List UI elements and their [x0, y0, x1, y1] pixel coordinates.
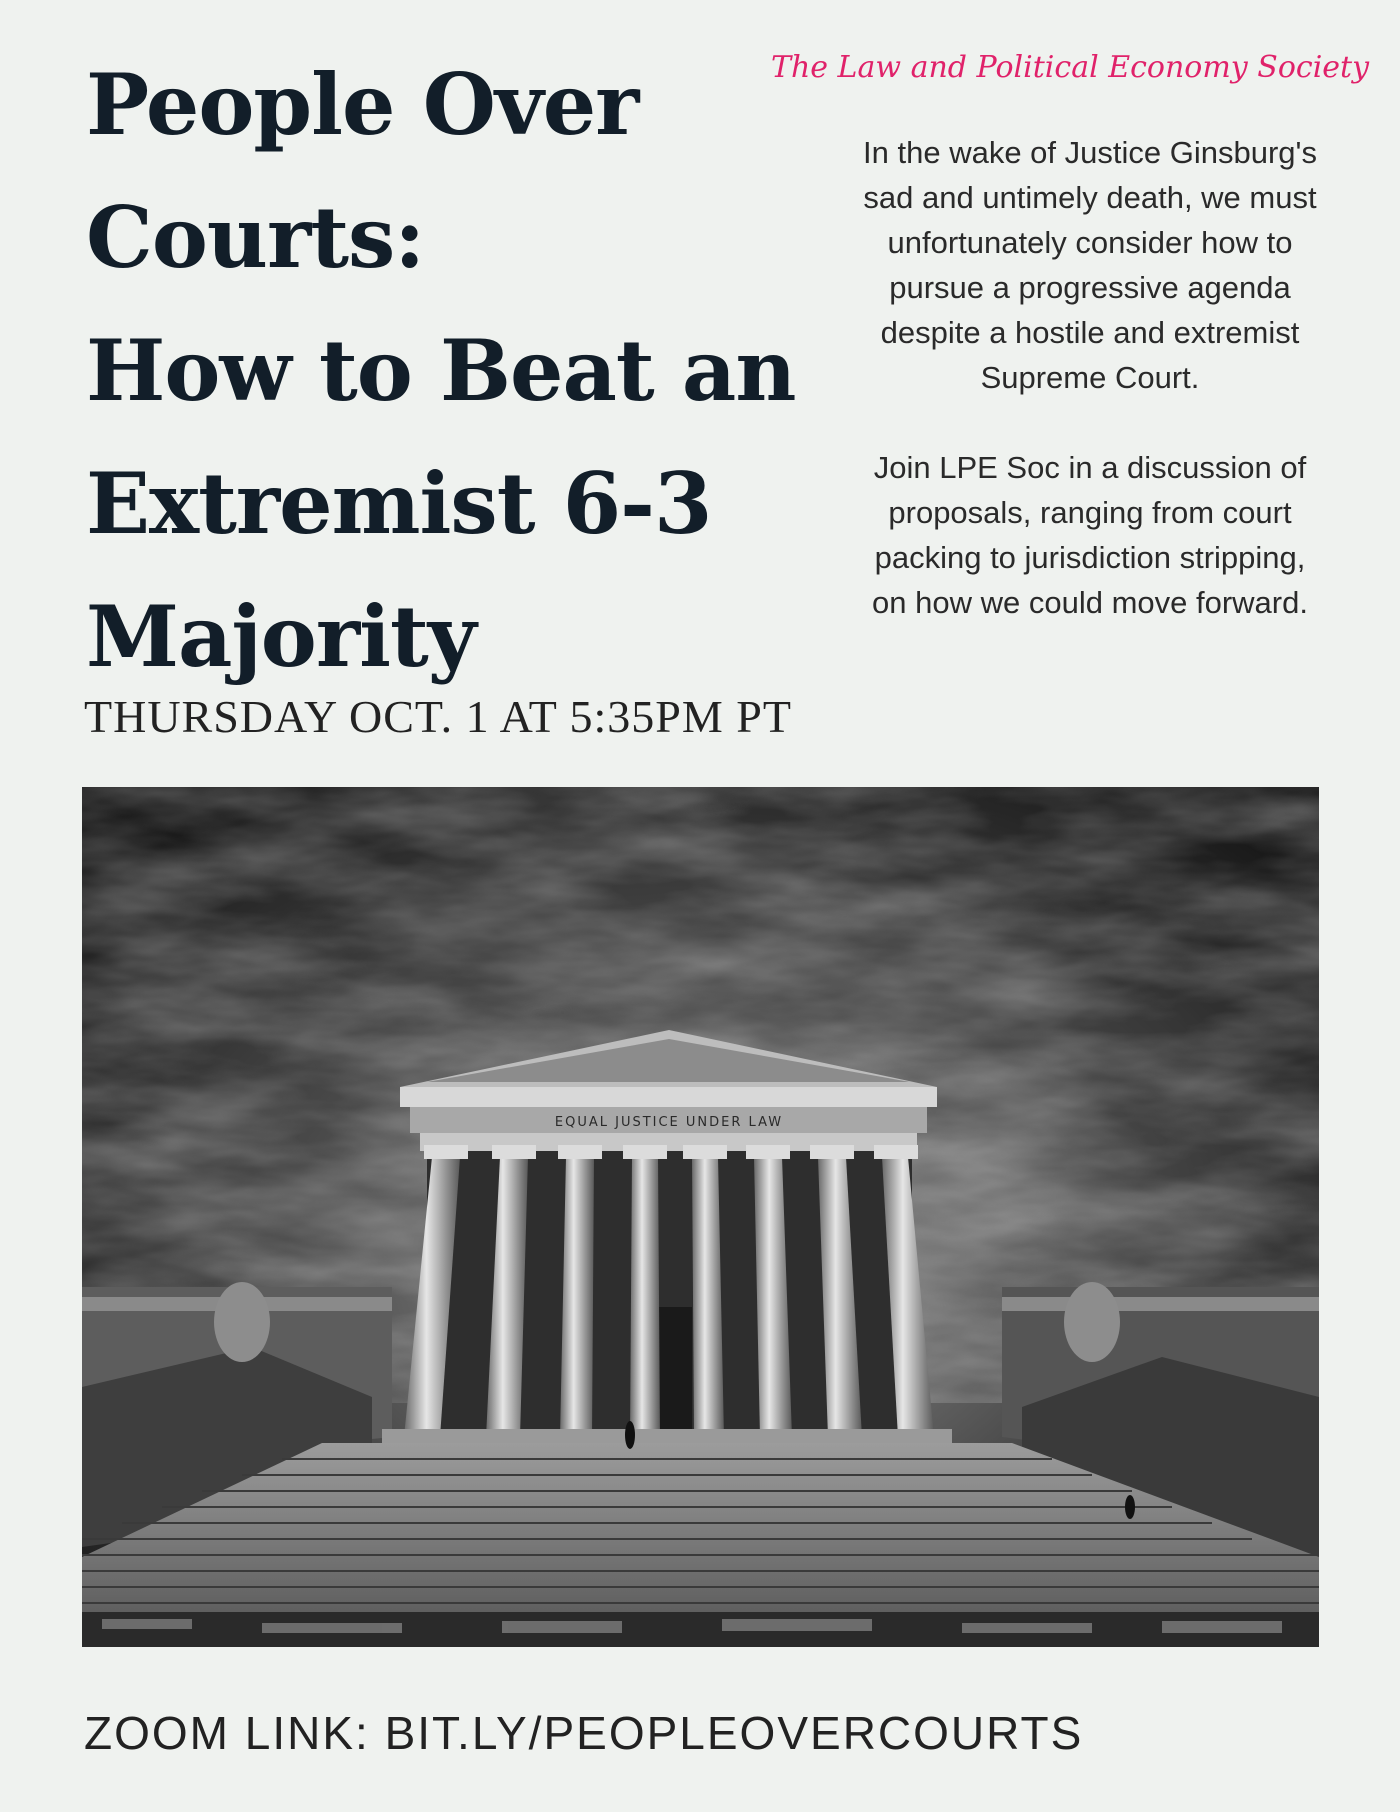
event-date: THURSDAY OCT. 1 AT 5:35PM PT [84, 691, 792, 742]
title-line-2: Courts: [86, 188, 425, 287]
event-title [86, 38, 816, 703]
title-line-5: Majority [86, 587, 476, 686]
event-description [855, 130, 1325, 625]
society-name-logo: The Law and Political Economy Society [770, 50, 1370, 85]
title-line-1: People Over [86, 55, 639, 154]
building-inscription: EQUAL JUSTICE UNDER LAW [554, 1115, 784, 1130]
description-paragraph-2: Join LPE Soc in a discussion of proposals, ranging from court packing to jurisdiction stripping, on how we could move forward. [872, 450, 1308, 620]
zoom-link[interactable]: ZOOM LINK: BIT.LY/PEOPLEOVERCOURTS [84, 1707, 1084, 1759]
supreme-court-photo [82, 787, 1319, 1647]
title-line-3: How to Beat an [86, 321, 796, 420]
description-paragraph-1: In the wake of Justice Ginsburg's sad and untimely death, we must unfortunately consider how to pursue a progressive agenda despite a hostile and extremist Supreme Court. [863, 135, 1317, 395]
title-line-4: Extremist 6-3 [86, 454, 712, 553]
